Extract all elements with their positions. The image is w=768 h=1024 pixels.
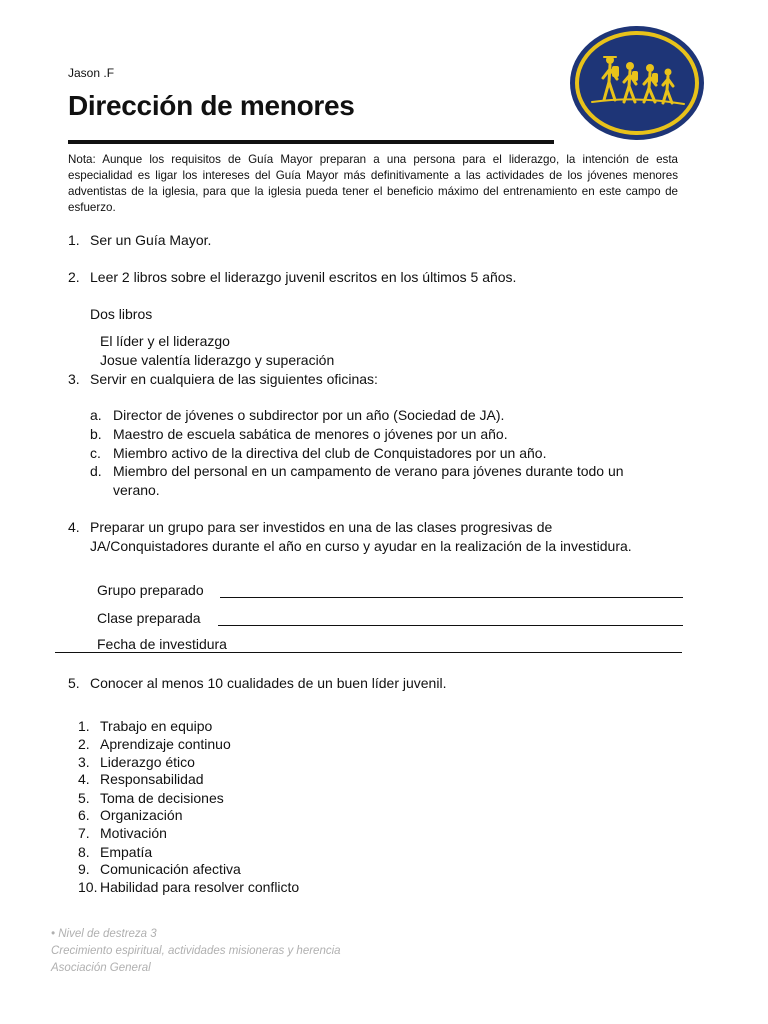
quality-number: 10. <box>78 879 98 895</box>
books-subheading: Dos libros <box>90 306 153 322</box>
grupo-blank-line[interactable] <box>220 597 683 598</box>
quality-number: 1. <box>78 718 90 734</box>
clase-blank-line[interactable] <box>218 625 683 626</box>
requirement-text: Preparar un grupo para ser investidos en una de las clases progresivas de <box>90 519 553 535</box>
quality-number: 4. <box>78 771 90 787</box>
quality-text: Trabajo en equipo <box>100 718 213 734</box>
quality-number: 3. <box>78 754 90 770</box>
note-paragraph: Nota: Aunque los requisitos de Guía Mayor preparan a una persona para el liderazgo, la intención de esta especialidad es ligar los intereses del Guía Mayor más definitivamente a las actividades de los jóvenes menores adventistas de la iglesia, para que la iglesia pueda tener el beneficio máximo del entrenamiento en este campo de esfuerzo. <box>68 153 678 214</box>
option-letter: d. <box>90 463 102 479</box>
option-letter: c. <box>90 445 101 461</box>
quality-text: Comunicación afectiva <box>100 861 241 877</box>
quality-number: 5. <box>78 790 90 806</box>
quality-number: 7. <box>78 825 90 841</box>
requirement-number: 2. <box>68 269 80 285</box>
title-underline <box>68 140 554 144</box>
quality-text: Empatía <box>100 844 153 860</box>
requirement-text-continued: JA/Conquistadores durante el año en curso y ayudar en la realización de la investidura. <box>90 538 632 554</box>
requirement-text: Ser un Guía Mayor. <box>90 232 212 248</box>
requirement-number: 1. <box>68 232 80 248</box>
option-text: Miembro del personal en un campamento de verano para jóvenes durante todo un <box>113 463 624 479</box>
book-item: El líder y el liderazgo <box>100 333 230 349</box>
quality-text: Aprendizaje continuo <box>100 736 231 752</box>
quality-text: Liderazgo ético <box>100 754 195 770</box>
field-label-grupo: Grupo preparado <box>97 582 204 598</box>
quality-number: 2. <box>78 736 90 752</box>
quality-number: 9. <box>78 861 90 877</box>
footer-line: • Nivel de destreza 3 <box>51 928 157 940</box>
quality-text: Habilidad para resolver conflicto <box>100 879 300 895</box>
quality-text: Toma de decisiones <box>100 790 224 806</box>
footer-line: Crecimiento espiritual, actividades misioneras y herencia <box>51 945 341 957</box>
page-title: Dirección de menores <box>68 90 355 121</box>
page-footer <box>51 926 341 977</box>
field-label-clase: Clase preparada <box>97 610 201 626</box>
quality-number: 6. <box>78 807 90 823</box>
quality-number: 8. <box>78 844 90 860</box>
requirement-number: 3. <box>68 371 80 387</box>
option-letter: b. <box>90 426 102 442</box>
option-text: Miembro activo de la directiva del club de Conquistadores por un año. <box>113 445 547 461</box>
quality-text: Organización <box>100 807 183 823</box>
hikers-badge-icon <box>568 24 706 142</box>
field-label-fecha: Fecha de investidura <box>97 636 227 652</box>
option-letter: a. <box>90 407 102 423</box>
option-text: Maestro de escuela sabática de menores o jóvenes por un año. <box>113 426 508 442</box>
quality-text: Motivación <box>100 825 167 841</box>
requirement-text: Conocer al menos 10 cualidades de un buen líder juvenil. <box>90 675 447 691</box>
author-name: Jason .F <box>68 66 115 80</box>
requirement-number: 4. <box>68 519 80 535</box>
footer-line: Asociación General <box>51 962 151 974</box>
book-item: Josue valentía liderazgo y superación <box>100 352 335 368</box>
fecha-blank-line[interactable] <box>55 652 682 653</box>
quality-text: Responsabilidad <box>100 771 204 787</box>
requirement-text: Leer 2 libros sobre el liderazgo juvenil escritos en los últimos 5 años. <box>90 269 517 285</box>
requirement-number: 5. <box>68 675 80 691</box>
requirement-text: Servir en cualquiera de las siguientes oficinas: <box>90 371 378 387</box>
option-text-continued: verano. <box>113 482 160 498</box>
option-text: Director de jóvenes o subdirector por un año (Sociedad de JA). <box>113 407 505 423</box>
